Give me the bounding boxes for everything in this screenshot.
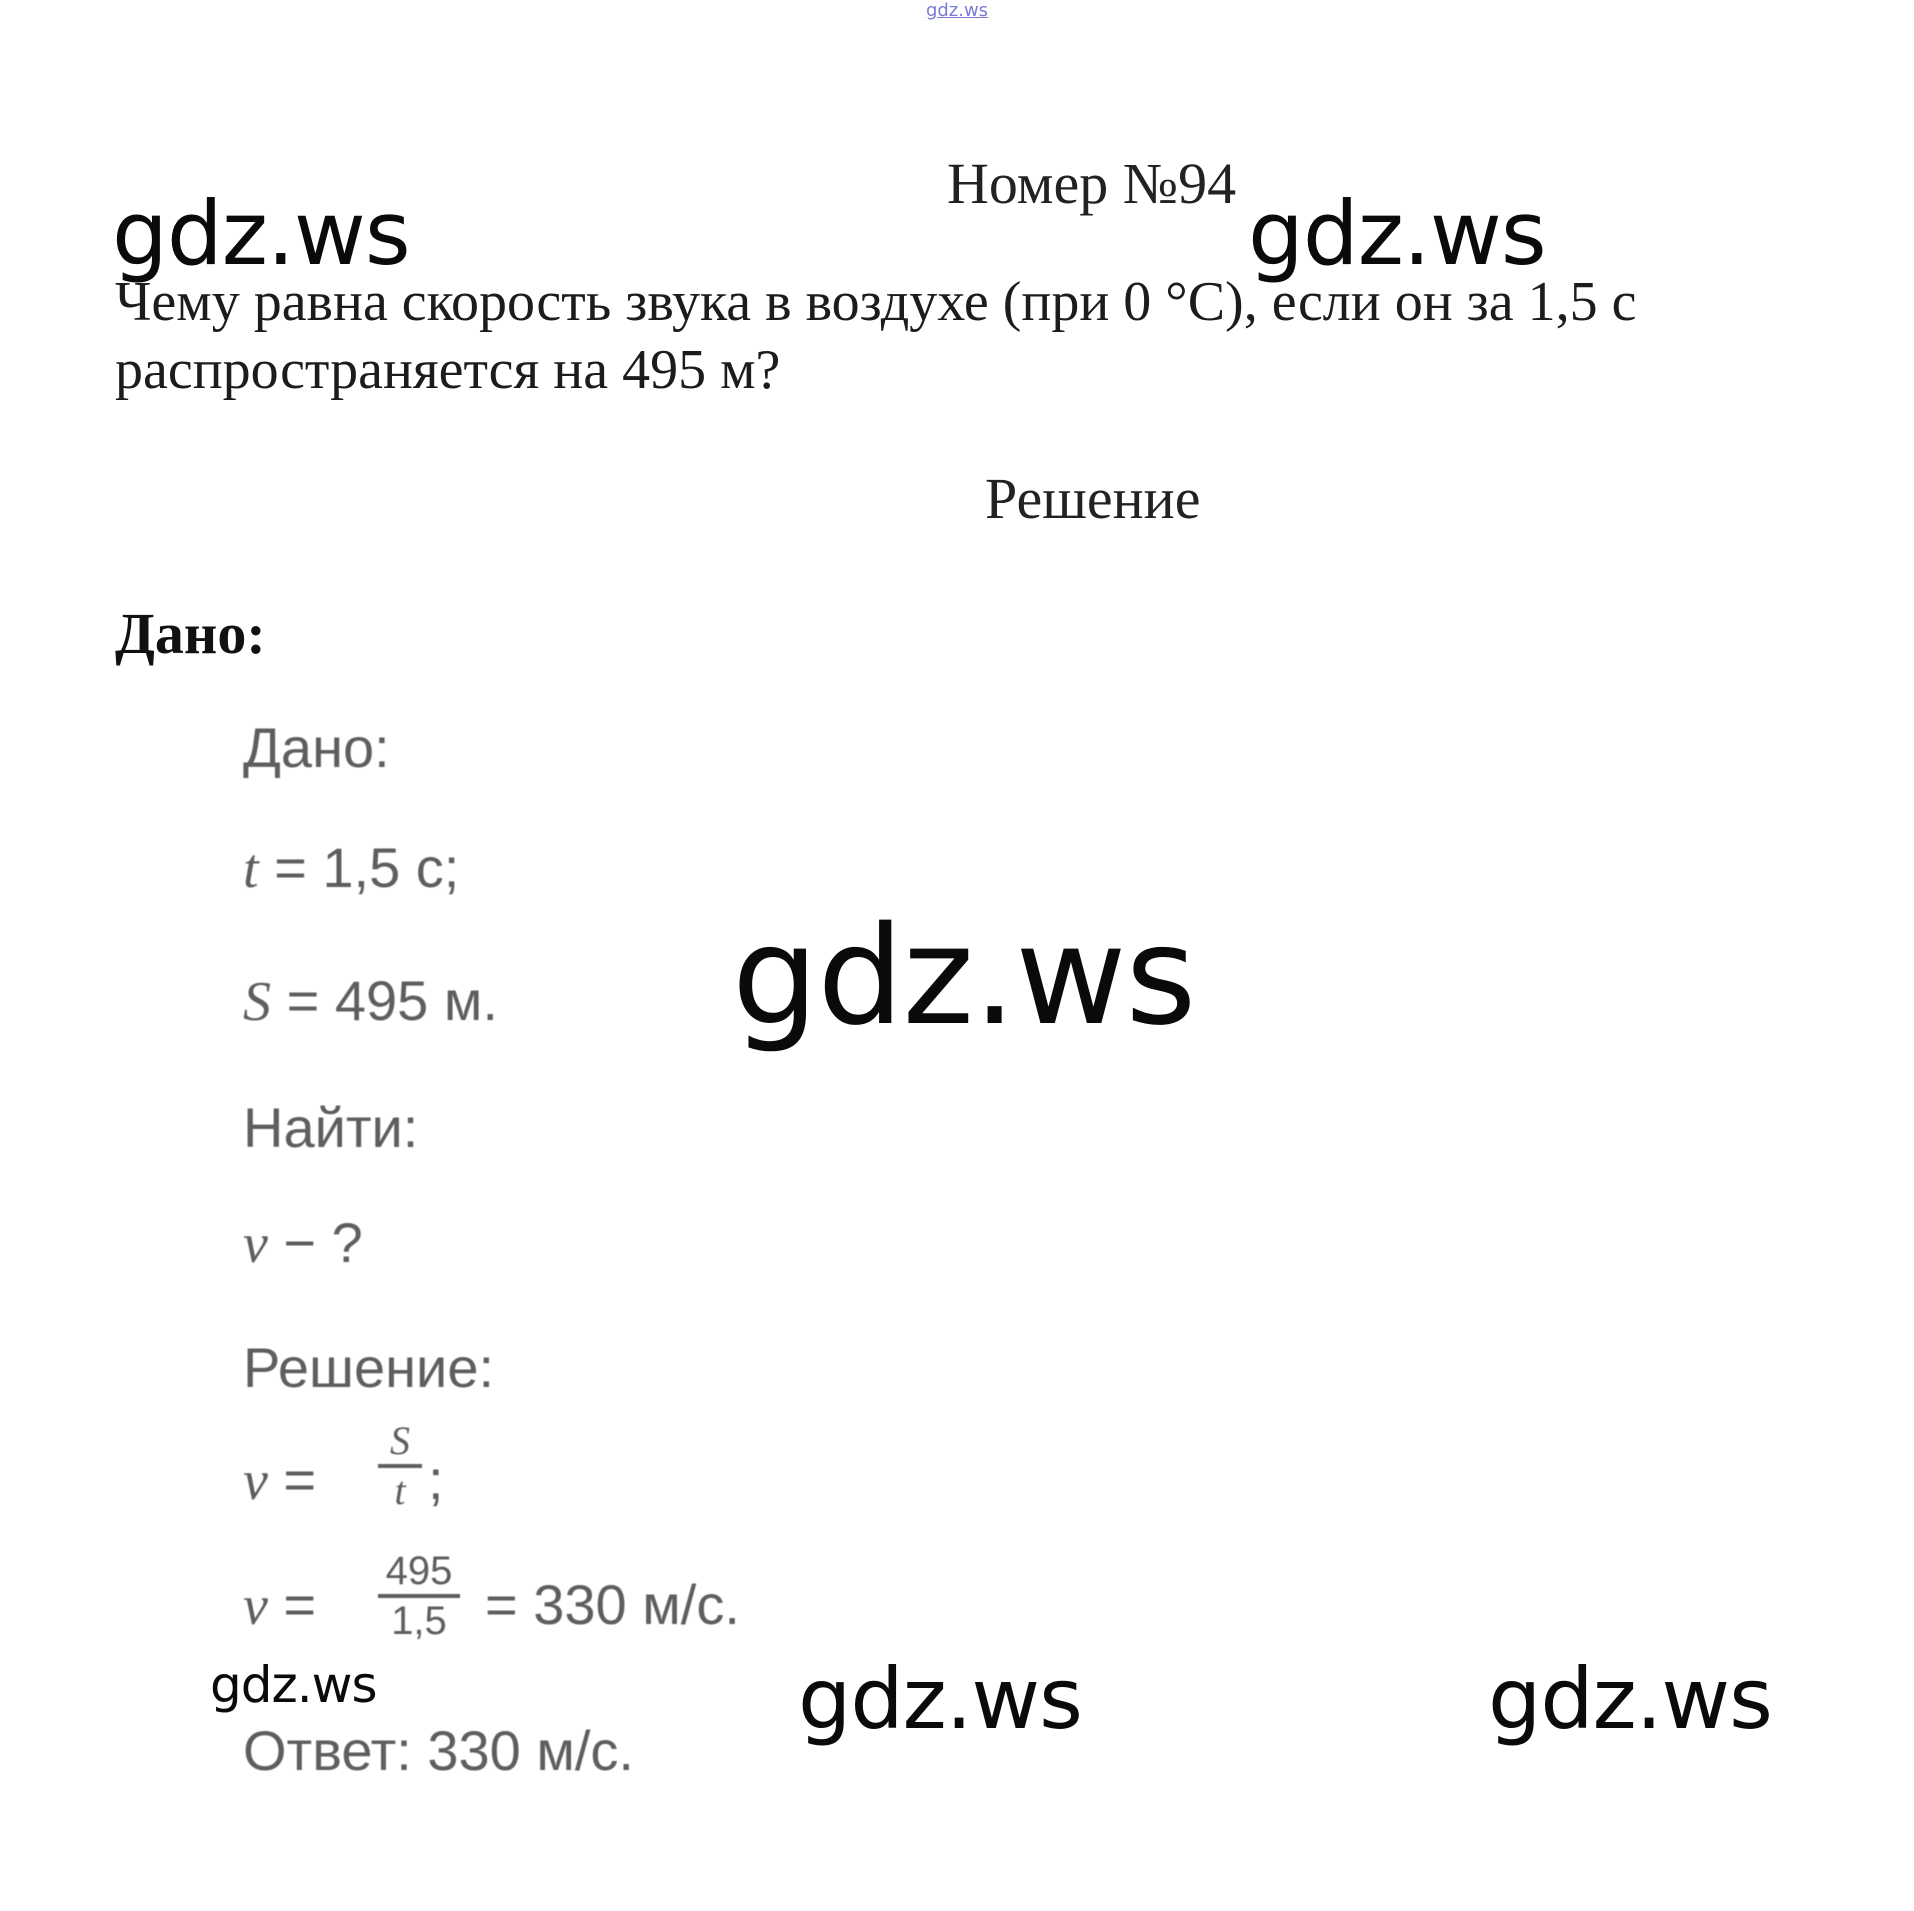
formula-denominator: t	[394, 1468, 406, 1513]
calc-eq: =	[283, 1573, 317, 1636]
formula-line	[243, 1447, 316, 1513]
t-value: = 1,5 с;	[274, 836, 460, 899]
answer-line: Ответ: 330 м/с.	[243, 1719, 634, 1782]
formula-end: ;	[428, 1448, 444, 1511]
watermark-logo: gdz.ws	[112, 182, 410, 285]
watermark-logo: gdz.ws	[210, 1656, 377, 1714]
calc-result: = 330 м/с.	[485, 1573, 740, 1636]
scan-given-label: Дано:	[243, 716, 390, 779]
scan-given-t	[243, 835, 459, 901]
s-value: = 495 м.	[286, 969, 498, 1032]
task-text	[115, 268, 1815, 404]
watermark-logo: gdz.ws	[1248, 182, 1546, 285]
watermark-logo: gdz.ws	[1488, 1650, 1772, 1748]
top-watermark-link[interactable]: gdz.ws	[925, 0, 989, 21]
calc-fraction	[378, 1548, 460, 1644]
scan-given-s	[243, 968, 498, 1034]
variable-v: v	[243, 1213, 268, 1275]
scan-find-v	[243, 1210, 363, 1276]
given-heading: Дано:	[115, 601, 266, 666]
variable-s: S	[243, 971, 271, 1033]
scan-solution-label: Решение:	[243, 1336, 495, 1399]
formula-numerator: S	[390, 1418, 410, 1463]
calc-denominator: 1,5	[391, 1599, 447, 1643]
variable-t: t	[243, 838, 259, 900]
formula-v: v	[243, 1450, 268, 1512]
calc-numerator: 495	[385, 1549, 453, 1593]
page-title: Номер №94	[947, 151, 1237, 216]
formula-fraction	[378, 1418, 422, 1514]
calc-line	[243, 1572, 316, 1638]
calc-v: v	[243, 1575, 268, 1637]
solution-heading: Решение	[985, 466, 1201, 531]
scan-find-label: Найти:	[243, 1096, 419, 1159]
watermark-logo: gdz.ws	[732, 898, 1196, 1056]
formula-eq: =	[283, 1448, 317, 1511]
find-value: − ?	[283, 1211, 363, 1274]
task-line-1: Чему равна скорость звука в воздухе (при 0 °С), если он за 1,5 с	[115, 271, 1637, 333]
watermark-logo: gdz.ws	[798, 1650, 1082, 1748]
task-line-2: распространяется на 495 м?	[115, 339, 781, 401]
